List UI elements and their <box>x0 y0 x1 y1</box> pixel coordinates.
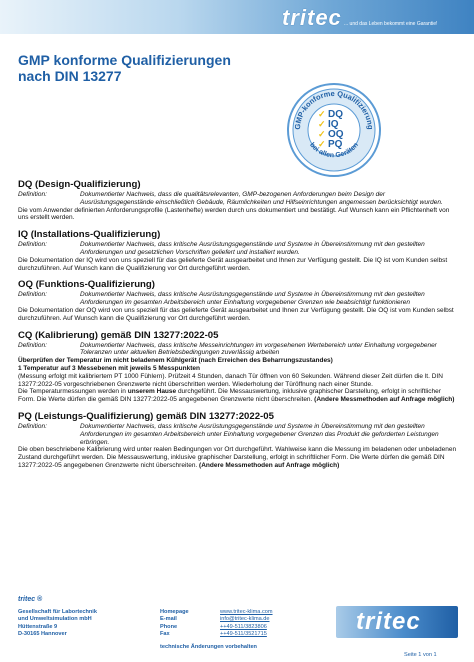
seal-item-iq: IQ <box>328 119 339 130</box>
seal-item-oq: OQ <box>328 129 344 140</box>
contact-values <box>220 609 273 639</box>
disclaimer-note: technische Änderungen vorbehalten <box>160 644 257 650</box>
gmp-seal <box>286 82 382 178</box>
section-body: (Messung erfolgt mit kalibriertem PT 1000 Fühlern). Prüfzeit 4 Stunden, danach Tür öffnen von 60 Sekunden. Während dieser Zeit dürfen die lt. DIN 13277:2022-05 vorgeschriebenen Grenzwerte nicht überschritten werden. Wiederholung der Türöffnung nach einer Stunde. <box>18 372 443 388</box>
body-text: Die oben beschriebene Kalibrierung wird unter realen Bedingungen vor Ort durchgeführt. Wahlweise kann die Messung im beladenen oder unbeladenen Zustand durchgeführt werden. Die Messauswertung, inklusive graphischer Darstellung, erfolgt in schriftlicher Form. Die Werte dürfen die gemäß DIN 13277:2022-05 angegebenen Grenzwerte nicht überschreiten. <box>18 446 457 469</box>
footer-brand: tritec ® <box>18 596 43 603</box>
page-subtitle: nach DIN 13277 <box>18 68 122 84</box>
seal-item-pq: PQ <box>328 139 343 150</box>
seal-check-icon: ✓ <box>318 109 326 119</box>
contact-labels <box>160 609 189 639</box>
definition-label: Definition: <box>18 422 47 430</box>
definition-text: Dokumentierter Nachweis, dass kritische Ausrüstungsgegenstände und Systeme in Übereinstimmung mit den gestellten Anforderungen im gesamten Arbeitsbereich unter Einhaltung vorgegebener Grenzen das Produkt die geforderten Leistungen erbringen. <box>80 422 439 446</box>
page-number: Seite 1 von 1 <box>404 652 437 658</box>
section-title: IQ (Installations-Qualifizierung) <box>18 229 161 241</box>
definition-row <box>18 342 458 358</box>
section-title: CQ (Kalibrierung) gemäß DIN 13277:2022-05 <box>18 329 219 341</box>
section-body <box>18 388 458 404</box>
definition-text: Dokumentierter Nachweis, dass die qualitätsrelevanten, GMP-bezogenen Anforderungen beim Design der Ausrüstungsgegenstände einschließlich Gebäude, Räumlichkeiten und Hilfseinrichtungen angemessen berücksichtigt wurden. <box>80 191 443 206</box>
section-title: DQ (Design-Qualifizierung) <box>18 179 141 190</box>
definition-label: Definition: <box>18 191 47 198</box>
definition-row <box>18 241 458 257</box>
body-text: durchgeführt. Die Messauswertung, inklusive graphischer Darstellung, erfolgt in schriftlicher Form. Die Werte dürfen die gemäß DIN 13277:2022-05 angegebenen Grenzwerte nicht überschreiten. <box>18 388 441 404</box>
definition-text: Dokumentierter Nachweis, dass kritische Ausrüstungsgegenstände und Systeme in Übereinstimmung mit den gestellten Anforderungen im gesamten Arbeitsbereich unter Einhaltung vorgegebener Grenzen wie beabsichtigt funktionieren <box>80 291 425 307</box>
body-emphasis: unserem Hause <box>127 388 177 396</box>
section-body <box>18 446 458 469</box>
seal-ring-text-bottom: bei allen Geräten <box>308 141 360 160</box>
definition-label: Definition: <box>18 291 47 299</box>
company-line: Hüttenstraße 9 <box>18 623 58 630</box>
section-body: Die Dokumentation der IQ wird von uns speziell für das gelieferte Gerät ausgearbeitet und Ihnen zur Verfügung gestellt. Die IQ ist vom Kunden selbst durchzuführen. Auf Wunsch kann die Qualifizierung vor Ort durchgeführt werden. <box>18 256 448 272</box>
footer <box>0 594 474 662</box>
definition-text: Dokumentierter Nachweis, dass kritische Ausrüstungsgegenstände und Systeme in Übereinstimmung mit den gestellten Anforderungen und gesetzlichen Vorschriften geliefert und installiert wurden. <box>80 241 425 256</box>
company-line: D-30165 Hannover <box>18 631 67 638</box>
contact-label-fax: Fax <box>160 631 170 638</box>
definition-label: Definition: <box>18 341 47 349</box>
section-pq <box>18 411 458 470</box>
seal-item-dq: DQ <box>328 109 343 120</box>
body-text: Die Temperaturmessungen werden in <box>18 388 128 396</box>
definition-label: Definition: <box>18 241 47 249</box>
body-emphasis: (Andere Messmethoden auf Anfrage möglich) <box>314 396 455 404</box>
section-emphasis: 1 Temperatur auf 3 Messebenen mit jeweils 5 Messpunkten <box>18 364 200 372</box>
section-emphasis: Überprüfen der Temperatur im nicht beladenem Kühlgerät (nach Erreichen des Beharrungszustandes) <box>18 357 333 365</box>
footer-tritec-logo: tritec <box>356 608 421 635</box>
definition-text: Dokumentierter Nachweis, dass kritische Messeinrichtungen im vorgesehenen Wertebereich unter Einhaltung vorgegebener Toleranzen unter aktuellen Betriebsbedingungen zuverlässig arbeiten <box>80 341 437 357</box>
page-title: GMP konforme Qualifizierungen <box>18 52 231 68</box>
fax-number: ++49-511/3521715 <box>220 631 267 638</box>
section-title: OQ (Funktions-Qualifizierung) <box>18 279 155 291</box>
company-address <box>18 609 97 639</box>
contact-label-homepage: Homepage <box>160 609 189 615</box>
tritec-logo: tritec <box>282 5 342 30</box>
seal-check-icon: ✓ <box>318 139 326 149</box>
phone-number: ++49-511/3823806 <box>220 623 267 630</box>
contact-label-phone: Phone <box>160 623 178 630</box>
section-title: PQ (Leistungs-Qualifizierung) gemäß DIN 13277:2022-05 <box>18 410 274 422</box>
homepage-link[interactable]: www.tritec-klima.com <box>220 609 273 615</box>
definition-row <box>18 191 458 207</box>
seal-check-icon: ✓ <box>318 129 326 139</box>
section-dq <box>18 179 458 222</box>
email-link[interactable]: info@tritec-klima.de <box>220 616 270 623</box>
section-body: Die vom Anwender definierten Anforderungsprofile (Lastenhefte) werden durch uns dokumentiert und bestätigt. Auf Wunsch kann ein Pflichtenheft von uns erstellt werden. <box>18 206 450 222</box>
header-tagline: ... und das Leben bekommt eine Garantie! <box>344 21 438 27</box>
section-cq <box>18 330 458 404</box>
company-line: und Umweltsimulation mbH <box>18 616 92 623</box>
contact-label-email: E-mail <box>160 616 177 623</box>
definition-row <box>18 423 458 446</box>
seal-ring-text-top: GMP-konforme Qualifizierung <box>292 88 376 130</box>
seal-check-icon: ✓ <box>318 119 326 129</box>
section-iq <box>18 229 458 272</box>
body-emphasis: (Andere Messmethoden auf Anfrage möglich) <box>199 461 340 469</box>
company-line: Gesellschaft für Labortechnik <box>18 609 97 615</box>
section-oq <box>18 279 458 322</box>
header-banner <box>0 0 474 34</box>
section-body: Die Dokumentation der OQ wird von uns speziell für das gelieferte Gerät ausgearbeitet und Ihnen zur Verfügung gestellt. Die OQ ist vom Kunden selbst durchzuführen. Auf Wunsch kann die Qualifizierung vor Ort durchgeführt werden. <box>18 306 454 322</box>
definition-row <box>18 291 458 307</box>
content <box>18 179 458 477</box>
